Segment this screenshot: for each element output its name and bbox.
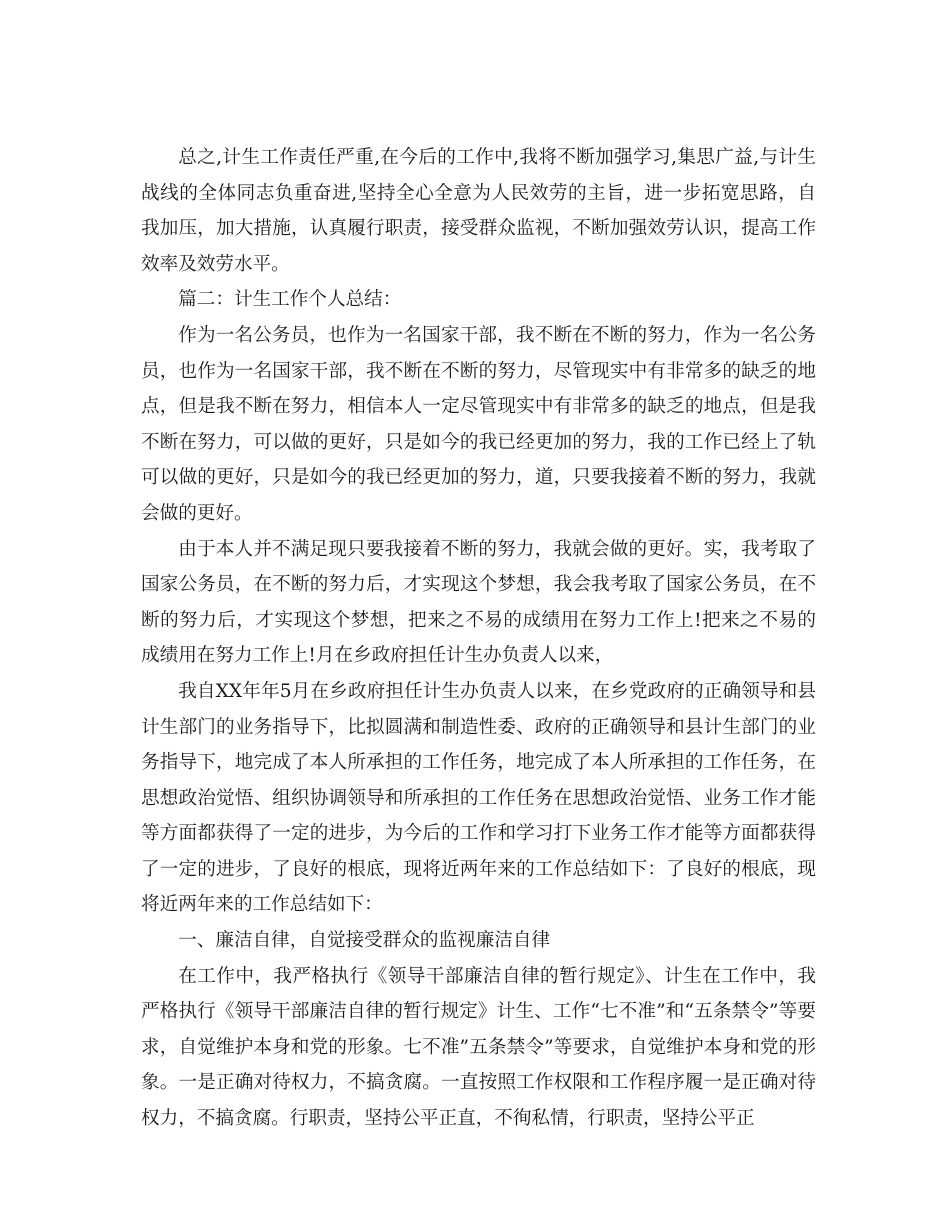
section-heading-part-two: 篇二：计生工作个人总结：: [178, 289, 402, 311]
document-body: [141, 140, 816, 1137]
paragraph-integrity-details: 在工作中，我严格执行《领导干部廉洁自律的暂行规定》、计生在工作中，我严格执行《领导干部廉洁自律的暂行规定》计生、工作“七不准”和“五条禁令”等要求，自觉维护本身和党的形象。七不准”五条禁令”等要求，自觉维护本身和党的形象。一是正确对待权力，不搞贪腐。一直按照工作权限和工作程序履一是正确对待权力，不搞贪腐。行职责，坚持公平正直，不徇私情，行职责，坚持公平正: [141, 965, 816, 1130]
paragraph-since-appointment: 我自XX年年5月在乡政府担任计生办负责人以来，在乡党政府的正确领导和县计生部门的业务指导下，比拟圆满和制造性委、政府的正确领导和县计生部门的业务指导下，地完成了本人所承担的工作任务，地完成了本人所承担的工作任务，在思想政治觉悟、组织协调领导和所承担的工作任务在思想政治觉悟、业务工作才能等方面都获得了一定的进步，为今后的工作和学习打下业务工作才能等方面都获得了一定的进步，了良好的根底，现将近两年来的工作总结如下：了良好的根底，现将近两年来的工作总结如下：: [141, 680, 816, 916]
paragraph-summary: 总之,计生工作责任严重,在今后的工作中,我将不断加强学习,集思广益,与计生战线的全体同志负重奋进,坚持全心全意为人民效劳的主旨，进一步拓宽思路，自我加压，加大措施，认真履行职责，接受群众监视，不断加强效劳认识，提高工作效率及效劳水平。: [141, 147, 816, 275]
subheading-integrity: 一、廉洁自律，自觉接受群众的监视廉洁自律: [178, 930, 551, 952]
paragraph-civil-servant: 作为一名公务员，也作为一名国家干部，我不断在不断的努力，作为一名公务员，也作为一名国家干部，我不断在不断的努力，尽管现实中有非常多的缺乏的地点，但是我不断在努力，相信本人一定尽管现实中有非常多的缺乏的地点，但是我不断在努力，可以做的更好，只是如今的我已经更加的努力，我的工作已经上了轨可以做的更好，只是如今的我已经更加的努力，道，只要我接着不断的努力，我就会做的更好。: [141, 324, 816, 524]
paragraph-not-satisfied: 由于本人并不满足现只要我接着不断的努力，我就会做的更好。实，我考取了国家公务员，在不断的努力后，才实现这个梦想，我会我考取了国家公务员，在不断的努力后，才实现这个梦想，把来之不易的成绩用在努力工作上!把来之不易的成绩用在努力工作上!月在乡政府担任计生办负责人以来，: [141, 538, 816, 667]
